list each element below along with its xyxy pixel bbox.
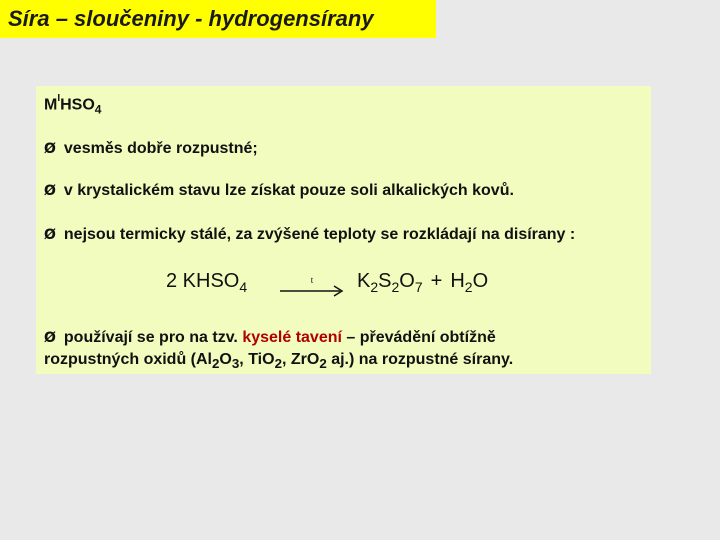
page-title: Síra – sloučeniny - hydrogensírany	[8, 6, 374, 31]
reactant-subscript: 4	[239, 279, 248, 295]
bullet-text: nejsou termicky stálé, za zvýšené teploty se rozkládají na disírany :	[63, 226, 576, 243]
bullet-arrow-icon: Ø	[44, 330, 56, 346]
water-h: H	[450, 270, 465, 292]
decomposition-equation-right	[357, 270, 488, 295]
subscript: 2	[274, 356, 282, 372]
product-s-sub: 2	[391, 279, 400, 295]
plus-sign: +	[430, 270, 443, 292]
bullet-thermal-stability	[44, 226, 575, 244]
title-banner	[0, 0, 436, 38]
bullet-arrow-icon: Ø	[44, 183, 56, 199]
product-k-sub: 2	[370, 279, 379, 295]
bullet-text: – převádění obtížně	[341, 329, 496, 346]
general-formula	[44, 95, 101, 117]
bullet-acid-fusion	[44, 327, 513, 375]
content-panel	[36, 86, 651, 374]
bullet-text: , TiO	[239, 351, 275, 368]
reactant: 2 KHSO	[166, 270, 240, 292]
subscript: 2	[319, 356, 327, 372]
subscript: 2	[212, 356, 220, 372]
reaction-arrow-icon	[278, 276, 348, 298]
bullet-text: v krystalickém stavu lze získat pouze soli alkalických kovů.	[63, 182, 514, 199]
bullet-crystalline	[44, 182, 514, 200]
subscript: 3	[231, 356, 240, 372]
arrow-label: t	[310, 276, 314, 285]
product-o: O	[399, 270, 415, 292]
bullet-solubility	[44, 140, 258, 158]
bullet-text: používají se pro na tzv.	[63, 329, 243, 346]
decomposition-equation-left	[166, 270, 247, 295]
bullet-arrow-icon: Ø	[44, 141, 56, 157]
bullet-arrow-icon: Ø	[44, 227, 56, 243]
water-h-sub: 2	[464, 279, 473, 295]
product-s: S	[378, 270, 392, 292]
product-k: K	[357, 270, 371, 292]
bullet-text: aj.) na rozpustné sírany.	[326, 351, 514, 368]
bullet-text: vesměs dobře rozpustné;	[63, 140, 258, 157]
formula-subscript: 4	[94, 102, 102, 117]
product-o-sub: 7	[414, 279, 423, 295]
bullet-text: O	[219, 351, 232, 368]
water-o: O	[472, 270, 489, 292]
bullet-text: rozpustných oxidů (Al	[44, 351, 212, 368]
highlight-term: kyselé tavení	[242, 329, 342, 346]
bullet-text: , ZrO	[281, 351, 320, 368]
formula-rest: HSO	[60, 96, 95, 114]
formula-prefix: M	[44, 96, 58, 114]
formula-oxidation-state: I	[57, 93, 61, 104]
